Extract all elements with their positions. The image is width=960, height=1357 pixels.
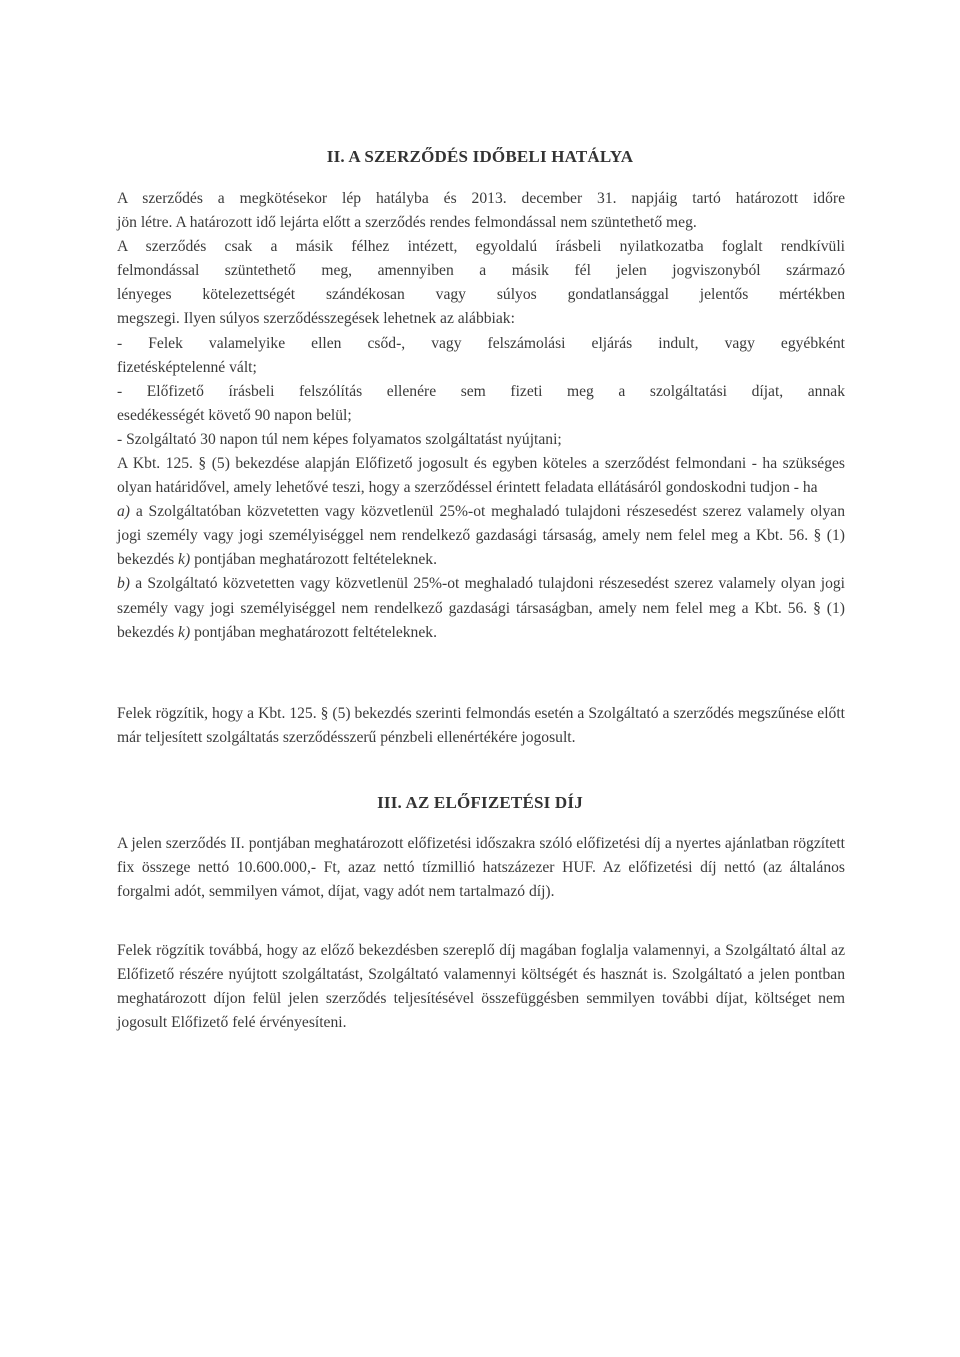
list-item-nonpayment: - Előfizető írásbeli felszólítás ellenére sem fizeti meg a szolgáltatási díjat, annak <box>117 382 845 400</box>
condition-b-tail: pontjában meghatározott feltételeknek. <box>190 623 437 641</box>
text-line: esedékességét követő 90 napon belül; <box>117 406 352 424</box>
paragraph-fee-amount <box>117 832 845 904</box>
condition-b-text: a Szolgáltató közvetetten vagy közvetlenül 25%-ot meghaladó tulajdoni részesedést szerez valamely olyan jogi személy vagy jogi személyiséggel nem rendelkező gazdasági társaságban, amely nem felel meg a Kbt. 56. § (1) bekezdés <box>117 575 845 641</box>
item-label-b: b) <box>117 575 130 593</box>
text-line: lényeges kötelezettségét szándékosan vagy súlyos gondatlansággal jelentős mértékben <box>117 286 845 304</box>
point-label-k: k) <box>178 551 191 569</box>
paragraph-termination-kbt <box>117 452 845 645</box>
fee-inclusions-text: Felek rögzítik továbbá, hogy az előző bekezdésben szereplő díj magában foglalja valamennyi, a Szolgáltató által az Előfizető részére nyújtott szolgáltatást, Szolgáltató valamennyi költségét és hasznát is. Szolgáltató a jelen pontban meghatározott díjon felül jelen szerződés teljesítésével összefüggésben semmilyen további díjat, költséget nem jogosult Előfizető felé érvényesíteni. <box>117 942 845 1032</box>
list-item-service-outage: - Szolgáltató 30 napon túl nem képes folyamatos szolgáltatást nyújtani; <box>117 430 562 448</box>
condition-a-tail: pontjában meghatározott feltételeknek. <box>190 551 437 569</box>
termination-condition-a <box>117 500 845 572</box>
section-heading-subscription-fee: III. AZ ELŐFIZETÉSI DÍJ <box>377 793 583 812</box>
termination-condition-b <box>117 572 845 644</box>
section-heading-contract-duration: II. A SZERZŐDÉS IDŐBELI HATÁLYA <box>326 147 634 166</box>
text-line: felmondással szüntethető meg, amennyiben a másik fél jelen jogviszonyból származó <box>117 262 845 280</box>
text-line: jön létre. A határozott idő lejárta előtt a szerződés rendes felmondással nem szüntethető meg. <box>117 214 697 232</box>
paragraph-contract-duration <box>117 187 845 452</box>
fee-amount-text: A jelen szerződés II. pontjában meghatározott előfizetési időszakra szóló előfizetési díj a nyertes ajánlatban rögzített fix összege nettó 10.600.000,- Ft, azaz nettó tízmillió hatszázezer HUF. Az előfizetési díj nettó (az általános forgalmi adót, semmilyen vámot, díjat, vagy adót nem tartalmazó díj). <box>117 835 845 901</box>
termination-intro: A Kbt. 125. § (5) bekezdése alapján Előfizető jogosult és egyben köteles a szerződést felmondani - ha szükséges olyan határidővel, amely lehetővé teszi, hogy a szerződéssel érintett feladata ellátásáról gondoskodni tudjon - ha <box>117 455 845 497</box>
text-line: A szerződés csak a másik félhez intézett, egyoldalú írásbeli nyilatkozatba foglalt rendkívüli <box>117 238 845 256</box>
text-line: megszegi. Ilyen súlyos szerződésszegések lehetnek az alábbiak: <box>117 310 515 328</box>
condition-a-text: a Szolgáltatóban közvetetten vagy közvetlenül 25%-ot meghaladó tulajdoni részesedést szerez valamely olyan jogi személy vagy jogi személyiséggel nem rendelkező gazdasági társaság, amely nem felel meg a Kbt. 56. § (1) bekezdés <box>117 503 845 569</box>
paragraph-termination-compensation <box>117 702 845 750</box>
text-line: fizetésképtelenné vált; <box>117 358 257 376</box>
text-line: A szerződés a megkötésekor lép hatályba és 2013. december 31. napjáig tartó határozott időre <box>117 190 845 207</box>
item-label-a: a) <box>117 503 130 521</box>
compensation-text: Felek rögzítik, hogy a Kbt. 125. § (5) bekezdés szerinti felmondás esetén a Szolgáltató a szerződés megszűnése előtt már teljesített szolgáltatás szerződésszerű pénzbeli ellenértékére jogosult. <box>117 705 845 747</box>
list-item-bankruptcy: - Felek valamelyike ellen csőd-, vagy felszámolási eljárás indult, vagy egyébként <box>117 334 845 352</box>
paragraph-fee-inclusions <box>117 939 845 1035</box>
point-label-k: k) <box>178 623 191 641</box>
